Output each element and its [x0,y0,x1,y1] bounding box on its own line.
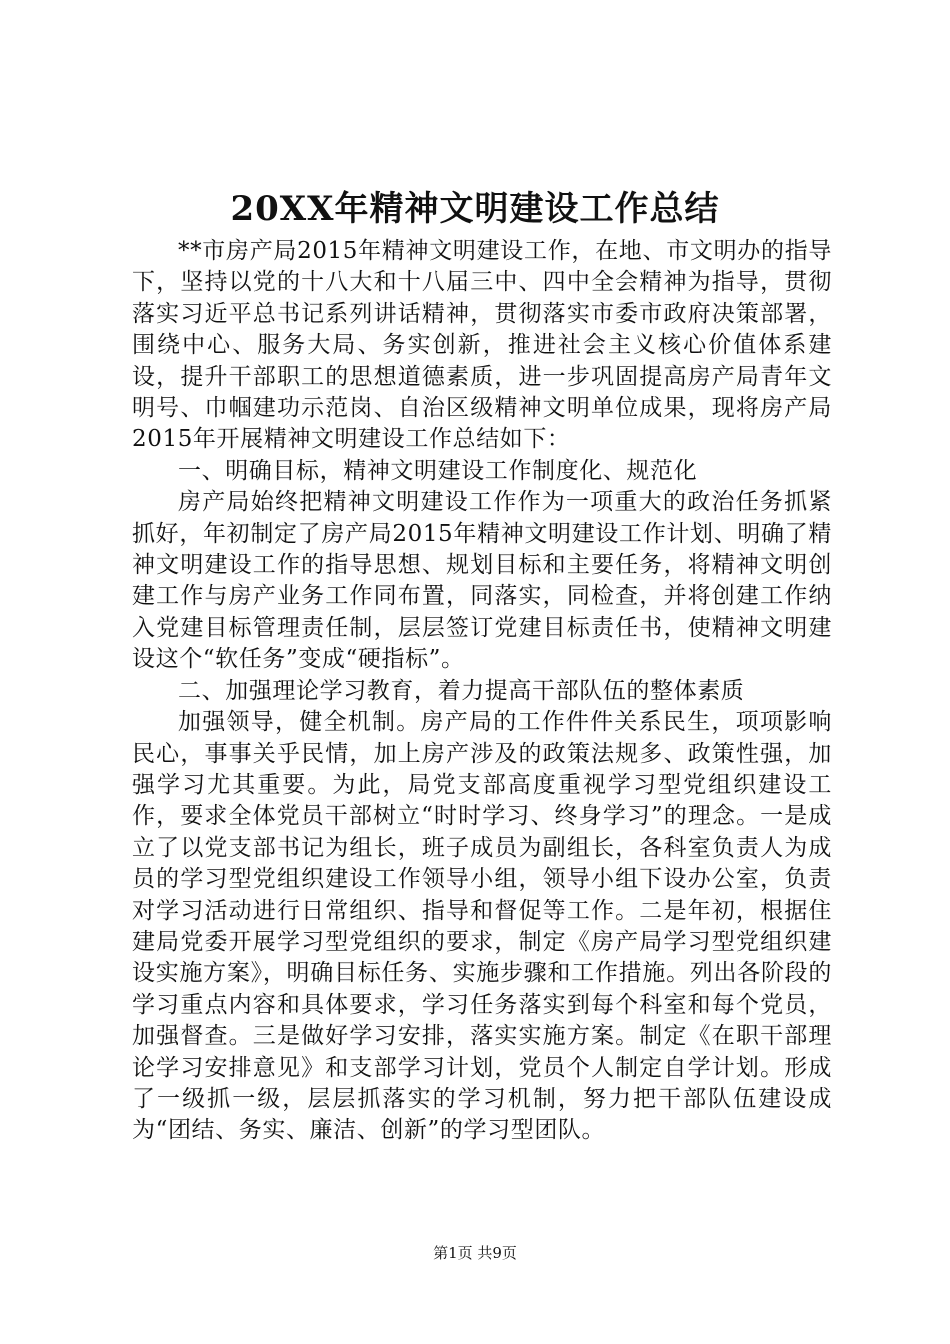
document-body [132,236,832,1147]
paragraph-section-1: 房产局始终把精神文明建设工作作为一项重大的政治任务抓紧抓好，年初制定了房产局2015年精神文明建设工作计划、明确了精神文明建设工作的指导思想、规划目标和主要任务，将精神文明创建工作与房产业务工作同布置，同落实，同检查，并将创建工作纳入党建目标管理责任制，层层签订党建目标责任书，使精神文明建设这个“软任务”变成“硬指标”。 [132,489,832,673]
page-number-footer: 第1页 共9页 [433,1244,517,1262]
document-title: 20XX年精神文明建设工作总结 [230,189,720,229]
paragraph-section-2: 加强领导，健全机制。房产局的工作件件关系民生，项项影响民心，事事关乎民情，加上房产涉及的政策法规多、政策性强，加强学习尤其重要。为此，局党支部高度重视学习型党组织建设工作，要求全体党员干部树立“时时学习、终身学习”的理念。一是成立了以党支部书记为组长，班子成员为副组长，各科室负责人为成员的学习型党组织建设工作领导小组，领导小组下设办公室，负责对学习活动进行日常组织、指导和督促等工作。二是年初，根据住建局党委开展学习型党组织的要求，制定《房产局学习型党组织建设实施方案》，明确目标任务、实施步骤和工作措施。列出各阶段的学习重点内容和具体要求，学习任务落实到每个科室和每个党员，加强督查。三是做好学习安排，落实实施方案。制定《在职干部理论学习安排意见》和支部学习计划，党员个人制定自学计划。形成了一级抓一级，层层抓落实的学习机制，努力把干部队伍建设成为“团结、务实、廉洁、创新”的学习型团队。 [132,709,832,1144]
paragraph-intro: **市房产局2015年精神文明建设工作，在地、市文明办的指导下，坚持以党的十八大和十八届三中、四中全会精神为指导，贯彻落实习近平总书记系列讲话精神，贯彻落实市委市政府决策部署，围绕中心、服务大局、务实创新，推进社会主义核心价值体系建设，提升干部职工的思想道德素质，进一步巩固提高房产局青年文明号、巾帼建功示范岗、自治区级精神文明单位成果，现将房产局2015年开展精神文明建设工作总结如下： [132,238,832,453]
section-heading-1: 一、明确目标，精神文明建设工作制度化、规范化 [178,457,698,484]
section-heading-2: 二、加强理论学习教育，着力提高干部队伍的整体素质 [178,677,745,704]
